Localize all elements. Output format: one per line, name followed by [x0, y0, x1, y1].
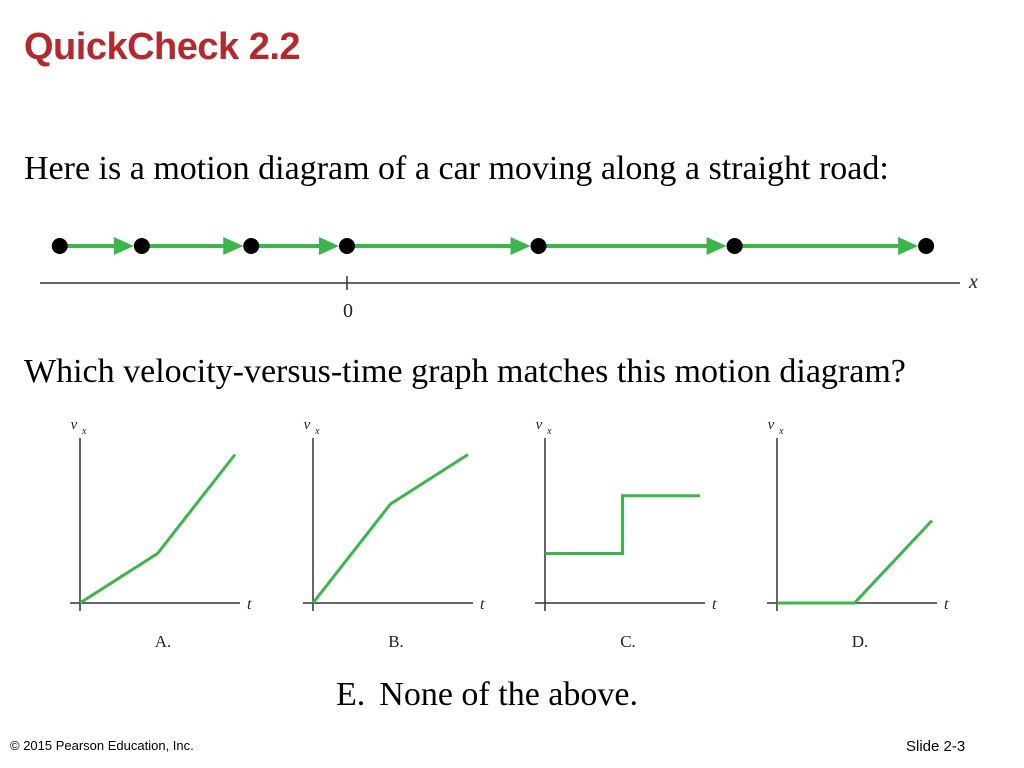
slide-number: Slide 2-3 — [906, 738, 966, 755]
y-axis-label: v — [535, 417, 543, 433]
option-e[interactable] — [336, 676, 638, 714]
y-axis-label: v — [767, 417, 775, 433]
velocity-line — [80, 455, 235, 604]
copyright: © 2015 Pearson Education, Inc. — [10, 738, 194, 753]
x-axis-label: t — [944, 596, 949, 613]
y-axis-label: v — [303, 417, 311, 433]
y-axis-label-subscript: x — [547, 426, 552, 437]
graph-option-label[interactable]: B. — [388, 632, 404, 651]
question-text: Which velocity-versus-time graph matches this motion diagram? — [24, 353, 906, 390]
y-axis-label: v — [70, 417, 78, 433]
graph-option-label[interactable]: C. — [620, 632, 636, 651]
velocity-line — [777, 521, 932, 604]
motion-diagram-prompt: Here is a motion diagram of a car moving along a straight road: — [24, 150, 889, 187]
graph-c[interactable] — [535, 417, 717, 651]
option-e-text: None of the above. — [379, 676, 638, 713]
graph-a[interactable] — [70, 417, 252, 651]
x-axis-label: t — [247, 596, 252, 613]
y-axis-label-subscript: x — [315, 426, 320, 437]
origin-label: 0 — [343, 300, 353, 322]
graph-d[interactable] — [767, 417, 949, 651]
y-axis-label-subscript: x — [779, 426, 784, 437]
graph-b[interactable] — [303, 417, 485, 651]
slide-title: QuickCheck 2.2 — [24, 26, 301, 68]
x-axis-label: t — [712, 596, 717, 613]
option-e-letter: E. — [336, 676, 366, 713]
velocity-line — [313, 455, 468, 604]
graph-option-label[interactable]: D. — [851, 632, 869, 651]
position-axis-label: x — [969, 271, 978, 293]
x-axis-label: t — [480, 596, 485, 613]
velocity-line — [545, 496, 700, 554]
y-axis-label-subscript: x — [82, 426, 87, 437]
graph-option-label[interactable]: A. — [154, 632, 172, 651]
